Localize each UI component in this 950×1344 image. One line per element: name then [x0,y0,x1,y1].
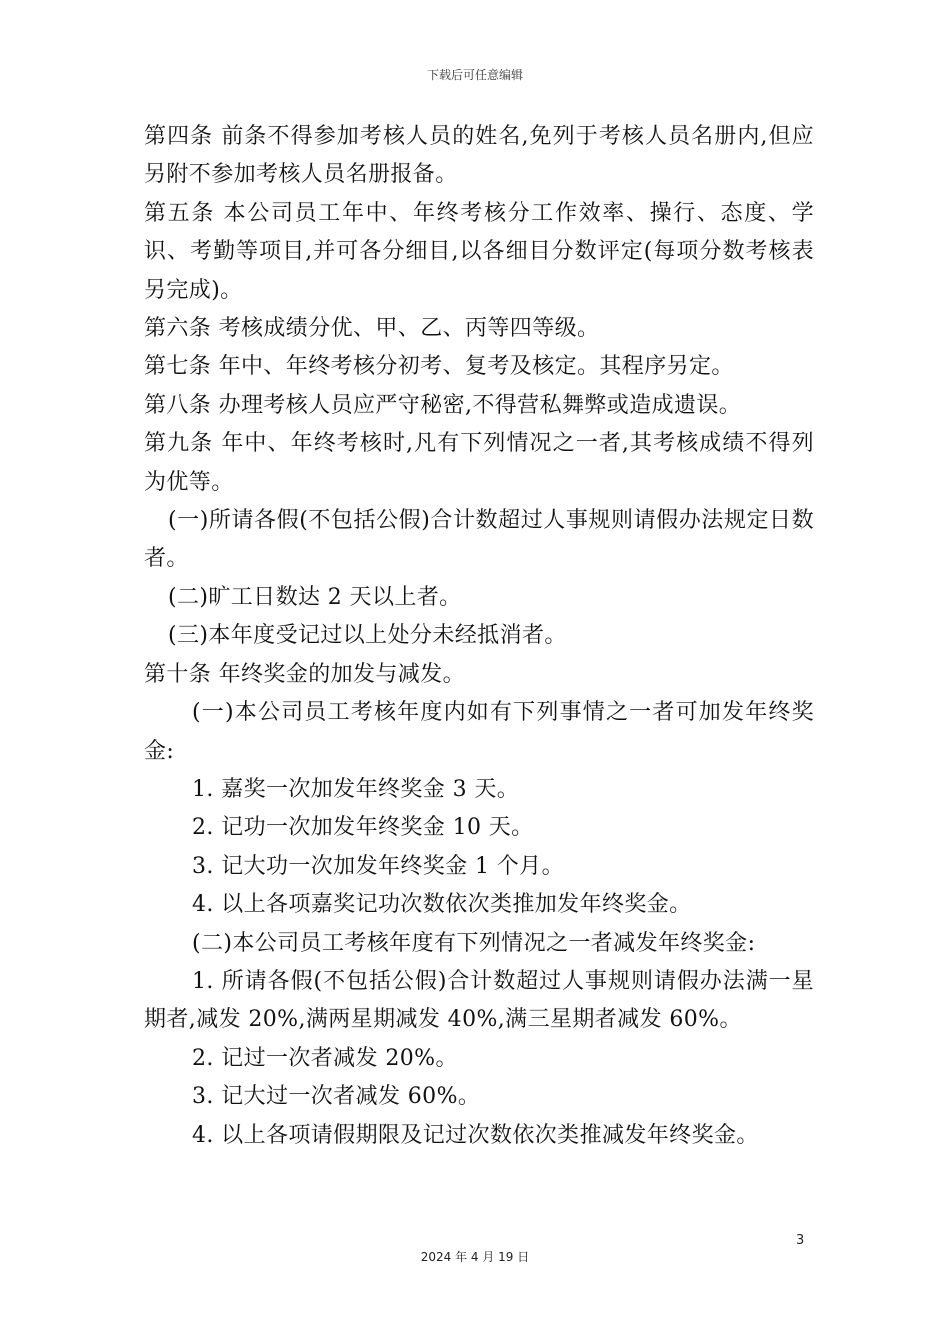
article-8: 第八条 办理考核人员应严守秘密,不得营私舞弊或造成遗误。 [144,392,742,418]
article-10-section-2-item-2: 2. 记过一次者减发 20%。 [192,1045,458,1071]
article-10: 第十条 年终奖金的加发与减发。 [144,661,465,687]
article-10-section-1-item-1: 1. 嘉奖一次加发年终奖金 3 天。 [192,776,520,802]
article-9-item-1: (一)所请各假(不包括公假)合计数超过人事规则请假办法规定日数者。 [144,508,814,572]
page-header: 下载后可任意编辑 [426,68,523,82]
page-footer-date: 2024 年 4 月 19 日 [420,1250,530,1264]
article-10-section-2: (二)本公司员工考核年度有下列情况之一者减发年终奖金: [192,930,756,956]
article-9-item-3: (三)本年度受记过以上处分未经抵消者。 [168,623,567,649]
article-10-section-2-item-3: 3. 记大过一次者减发 60%。 [192,1084,481,1110]
document-body [144,118,814,1155]
article-10-section-1-item-2: 2. 记功一次加发年终奖金 10 天。 [192,815,534,841]
article-4: 第四条 前条不得参加考核人员的姓名,免列于考核人员名册内,但应另附不参加考核人员名册报备。 [144,124,814,188]
article-10-section-1: (一)本公司员工考核年度内如有下列事情之一者可加发年终奖金: [144,700,814,764]
article-10-section-1-item-4: 4. 以上各项嘉奖记功次数依次类推加发年终奖金。 [192,892,692,918]
article-10-section-2-item-4: 4. 以上各项请假期限及记过次数依次类推减发年终奖金。 [192,1122,759,1148]
article-5: 第五条 本公司员工年中、年终考核分工作效率、操行、态度、学识、考勤等项目,并可各分细目,以各细目分数评定(每项分数考核表另完成)。 [144,200,814,303]
article-6: 第六条 考核成绩分优、甲、乙、丙等四等级。 [144,316,600,342]
page-number: 3 [796,1233,805,1248]
article-9: 第九条 年中、年终考核时,凡有下列情况之一者,其考核成绩不得列为优等。 [144,431,814,495]
article-10-section-1-item-3: 3. 记大功一次加发年终奖金 1 个月。 [192,853,564,879]
article-10-section-2-item-1: 1. 所请各假(不包括公假)合计数超过人事规则请假办法满一星期者,减发 20%,满两星期减发 40%,满三星期者减发 60%。 [144,968,814,1033]
article-7: 第七条 年中、年终考核分初考、复考及核定。其程序另定。 [144,354,734,380]
article-9-item-2: (二)旷工日数达 2 天以上者。 [168,584,462,610]
